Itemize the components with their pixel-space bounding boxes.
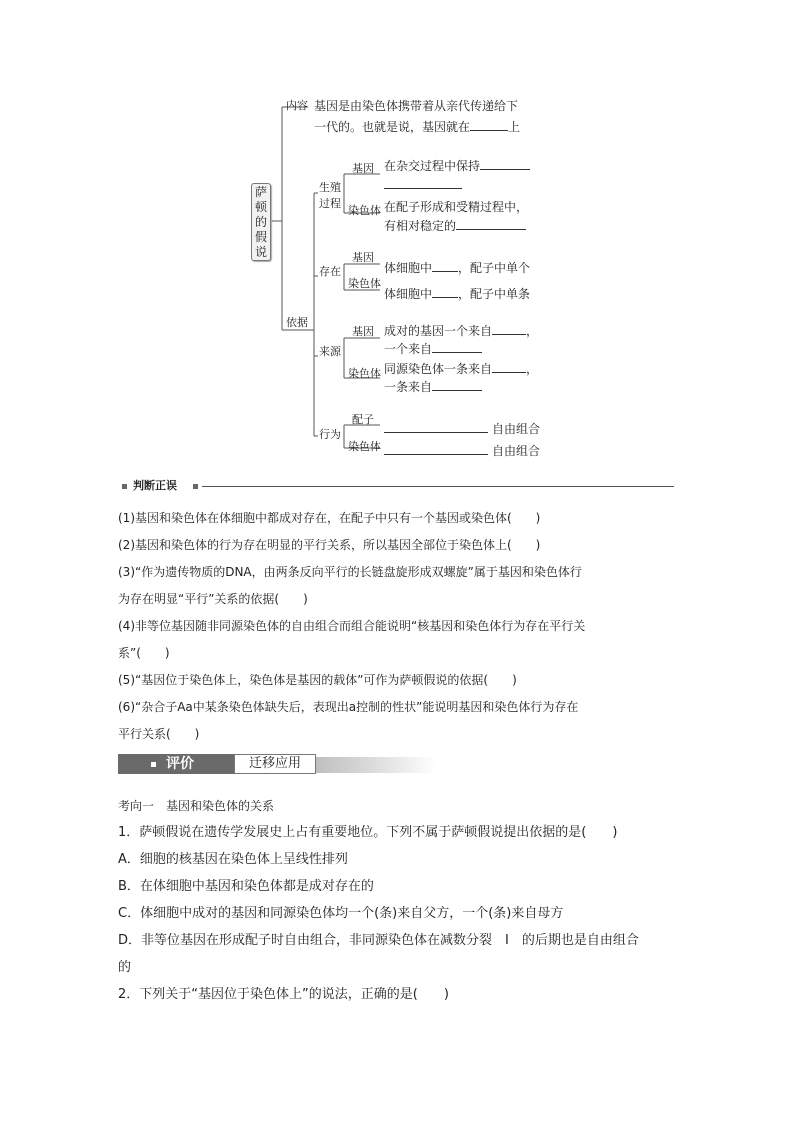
group1-chrom-label: 染色体 (348, 204, 381, 217)
judge-item-cont: 为存在明显“平行”关系的依据( ) (118, 592, 308, 606)
group-existence-label: 存在 (319, 265, 341, 278)
group3-gene-label: 基因 (352, 325, 374, 338)
judge-item-cont: 系”( ) (118, 646, 170, 660)
group-reproduction-label: 生殖 过程 (319, 181, 341, 210)
judge-item: (1)基因和染色体在体细胞中都成对存在，在配子中只有一个基因或染色体( ) (118, 511, 541, 525)
tree-title-char: 说 (254, 244, 267, 259)
question-1-stem: 1．萨顿假说在遗传学发展史上占有重要地位。下列不属于萨顿假说提出依据的是( ) (118, 825, 618, 840)
group4-chrom-text: 自由组合 (384, 442, 540, 459)
group4-gene-label: 配子 (352, 413, 374, 426)
content-line-2: 一代的。也就是说，基因就在 上 (314, 120, 521, 134)
judge-heading (118, 478, 674, 494)
content-line-1: 基因是由染色体携带着从亲代传递给下 (314, 99, 519, 113)
basis-label: 依据 (286, 316, 308, 329)
evaluation-banner (118, 752, 436, 778)
question-1-option-b: B．在体细胞中基因和染色体都是成对存在的 (118, 879, 374, 894)
group2-gene-text: 体细胞中 ，配子中单个 (384, 261, 531, 275)
question-1-option-a: A．细胞的核基因在染色体上呈线性排列 (118, 852, 348, 867)
group1-chrom-line-2: 有相对稳定的 (384, 217, 526, 234)
judge-item: (4)非等位基因随非同源染色体的自由组合而组合能说明“核基因和染色体行为存在平行关 (118, 619, 586, 633)
group3-gene-line-1: 成对的基因一个来自 ， (384, 324, 539, 338)
judge-item: (6)“杂合子Aa中某条染色体缺失后，表现出a控制的性状”能说明基因和染色体行为存在 (118, 700, 579, 714)
group4-chrom-label: 染色体 (348, 440, 381, 453)
group3-chrom-label: 染色体 (348, 367, 381, 380)
judge-item: (3)“作为遗传物质的DNA，由两条反向平行的长链盘旋形成双螺旋”属于基因和染色体行 (118, 565, 582, 579)
tree-title-char: 假 (254, 229, 267, 244)
group-behavior-label: 行为 (319, 428, 341, 441)
judge-item-cont: 平行关系( ) (118, 727, 200, 741)
square-bullet-icon (122, 484, 127, 489)
group1-chrom-line-1: 在配子形成和受精过程中， (384, 200, 529, 214)
group3-gene-line-2: 一个来自 (384, 340, 482, 357)
square-bullet-icon (193, 484, 198, 489)
group2-chrom-label: 染色体 (348, 277, 381, 290)
group4-gene-text: 自由组合 (384, 420, 540, 437)
group2-gene-label: 基因 (352, 251, 374, 264)
content-label: 内容 (286, 99, 308, 112)
tree-title-char: 萨 (254, 184, 267, 199)
tree-title-box (251, 183, 271, 261)
judge-item: (2)基因和染色体的行为存在明显的平行关系，所以基因全部位于染色体上( ) (118, 538, 541, 552)
question-1-option-c: C．体细胞中成对的基因和同源染色体均一个(条)来自父方，一个(条)来自母方 (118, 906, 564, 921)
judge-heading-label: 判断正误 (133, 479, 177, 492)
group2-chrom-text: 体细胞中 ，配子中单条 (384, 287, 531, 301)
heading-rule (202, 486, 674, 487)
evaluation-label: 评价 (166, 756, 194, 772)
tree-title-char: 的 (254, 214, 267, 229)
tree-title-char: 顿 (254, 199, 267, 214)
question-1-option-d: D．非等位基因在形成配子时自由组合，非同源染色体在减数分裂 Ⅰ 的后期也是自由组合 (118, 933, 639, 948)
group-origin-label: 来源 (319, 345, 341, 358)
section-title: 考向一 基因和染色体的关系 (118, 799, 275, 813)
group3-chrom-line-1: 同源染色体一条来自 ， (384, 362, 539, 376)
evaluation-tag: 迁移应用 (234, 754, 316, 774)
question-2-stem: 2．下列关于“基因位于染色体上”的说法，正确的是( ) (118, 987, 449, 1002)
group1-gene-label: 基因 (352, 162, 374, 175)
judge-item: (5)“基因位于染色体上，染色体是基因的载体”可作为萨顿假说的依据( ) (118, 673, 517, 687)
group1-gene-text: 在杂交过程中保持 (384, 157, 530, 174)
square-bullet-icon (151, 762, 156, 767)
group1-gene-blank (384, 188, 462, 189)
evaluation-label-block (118, 754, 234, 774)
group3-chrom-line-2: 一条来自 (384, 378, 482, 395)
question-1-option-d-cont: 的 (118, 960, 132, 975)
